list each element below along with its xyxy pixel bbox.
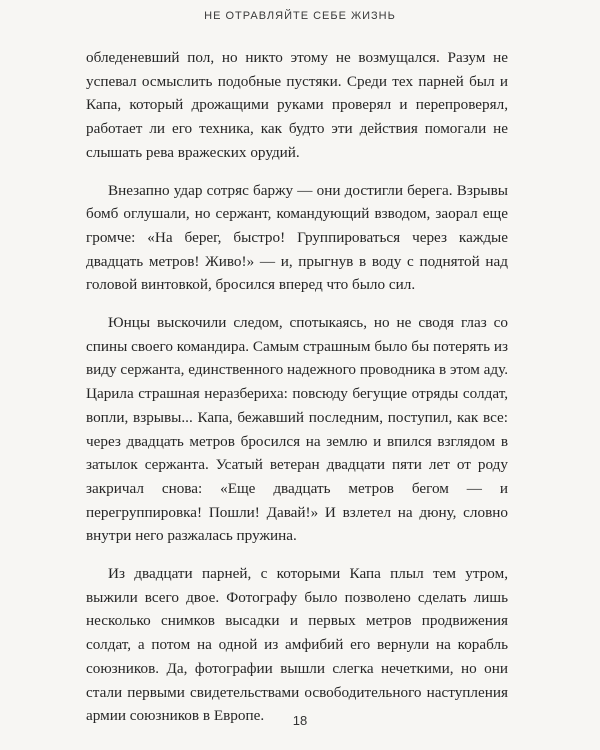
paragraph-4: Из двадцати парней, с которыми Капа плыл тем утром, выжили всего двое. Фотографу было позволено сделать лишь несколько снимков высадки и первых метров продвижения солдат, а потом на одной из амфибий его вернули на корабль союзников. Да, фотографии вышли слегка нечеткими, но они стали первыми свидетельствами освободительного наступления армии союзников в Европе. xyxy=(86,565,508,725)
running-header: НЕ ОТРАВЛЯЙТЕ СЕБЕ ЖИЗНЬ xyxy=(204,10,396,22)
page-number: 18 xyxy=(292,713,308,728)
page-body xyxy=(86,46,508,742)
paragraph-3: Юнцы выскочили следом, спотыкаясь, но не сводя глаз со спины своего командира. Самым страшным было бы потерять из виду сержанта, единственного надежного проводника в этом аду. Царила страшная неразбериха: повсюду бегущие отряды солдат, вопли, взрывы... Капа, бежавший последним, поступил, как все: через двадцать метров бросился на землю и впился взглядом в затылок сержанта. Усатый ветеран двадцати пяти лет от роду закричал снова: «Еще двадцать метров бегом — и перегруппировка! Пошли! Давай!» И взлетел на дюну, словно внутри него разжалась пружина. xyxy=(86,314,508,545)
paragraph-1: обледеневший пол, но никто этому не возмущался. Разум не успевал осмыслить подобные пустяки. Среди тех парней был и Капа, который дрожащими руками проверял и перепроверял, работает ли его техника, как будто эти действия помогали не слышать рева вражеских орудий. xyxy=(86,49,508,161)
paragraph-2: Внезапно удар сотряс баржу — они достигли берега. Взрывы бомб оглушали, но сержант, командующий взводом, заорал еще громче: «На берег, быстро! Группироваться через каждые двадцать метров! Живо!» — и, прыгнув в воду с поднятой над головой винтовкой, бросился вперед что было сил. xyxy=(86,181,508,294)
